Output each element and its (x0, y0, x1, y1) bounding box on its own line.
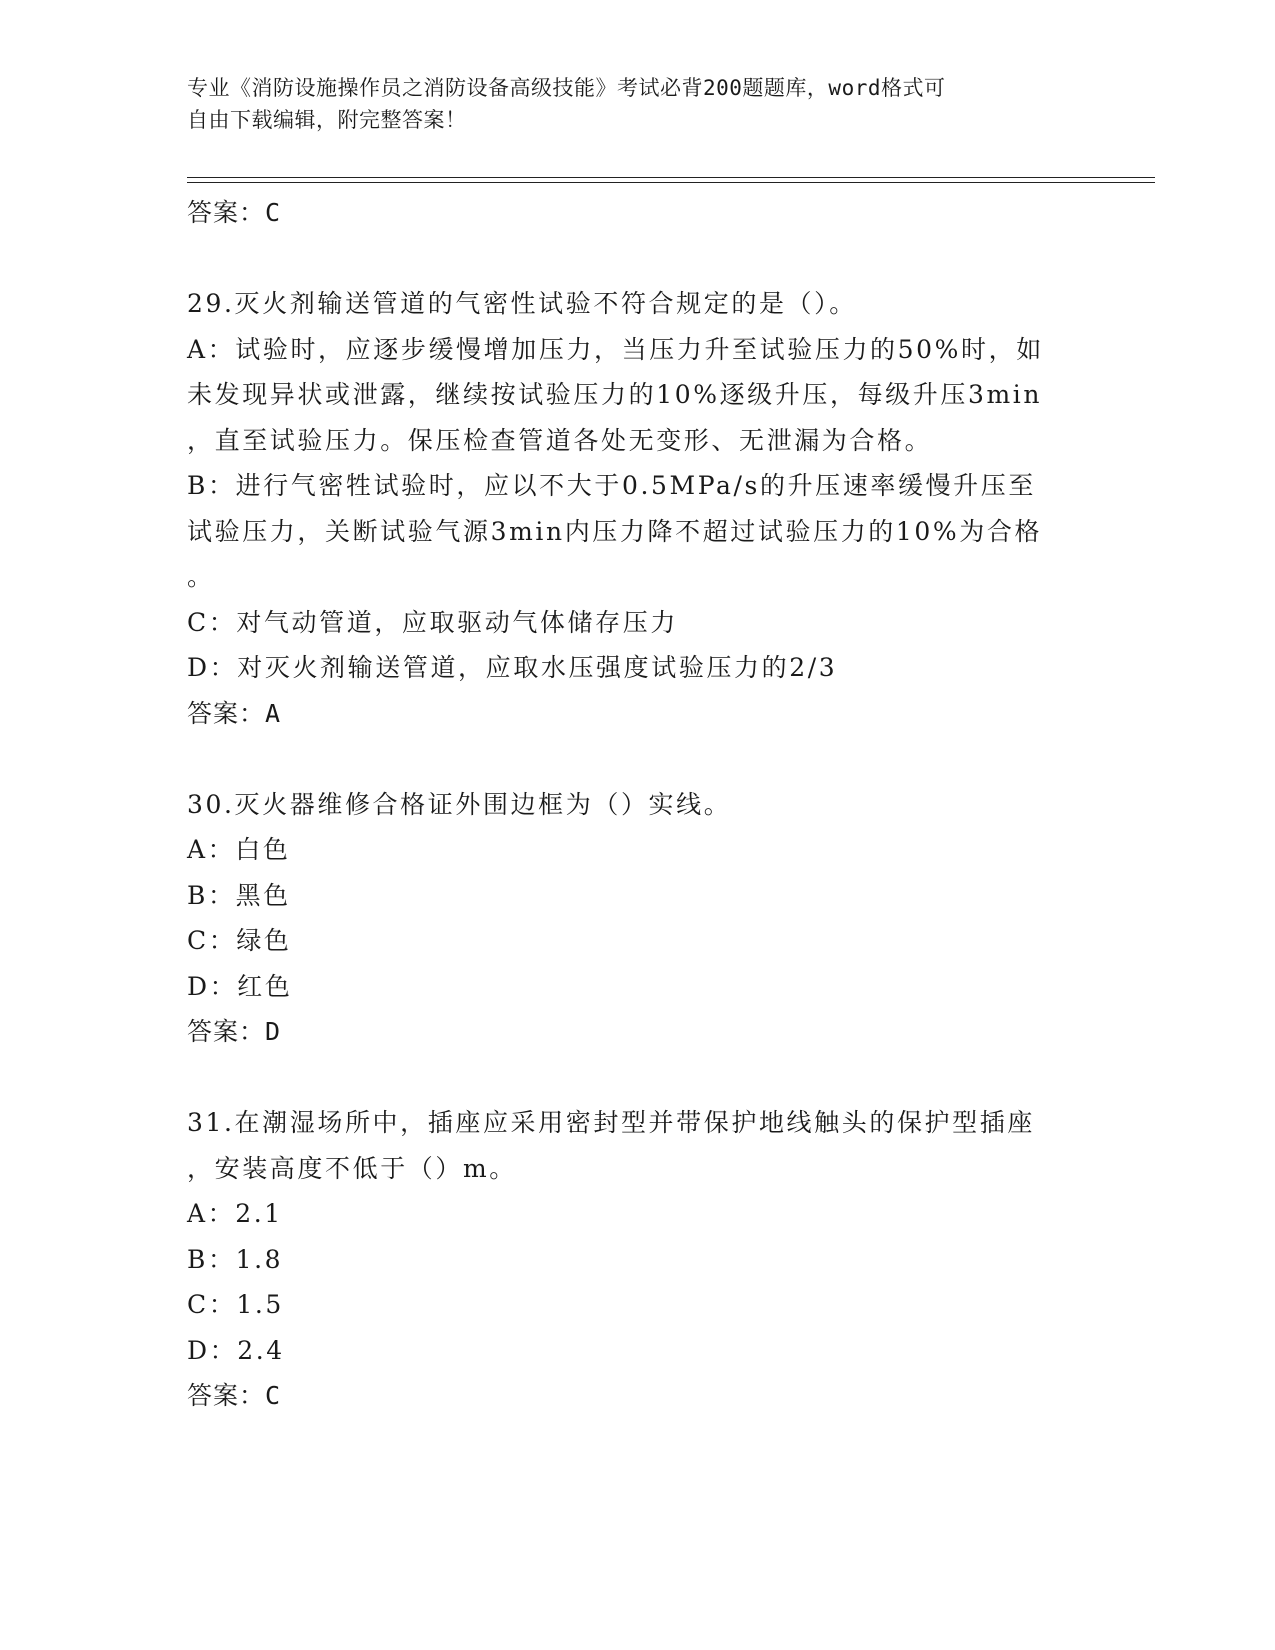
option-d: D：红色 (187, 971, 293, 1001)
option-a: A：2.1 (187, 1199, 283, 1228)
spacer (187, 236, 1087, 282)
question-list (187, 190, 1087, 1419)
option-a-line-3: ，直至试验压力。保压检查管道各处无变形、无泄漏为合格。 (187, 425, 933, 455)
option-d: D：2.4 (187, 1335, 285, 1365)
answer: 答案：C (187, 1381, 282, 1410)
question-stem-line-1: 31.在潮湿场所中，插座应采用密封型并带保护地线触头的保护型插座 (187, 1108, 1035, 1137)
option-a: A：白色 (187, 835, 291, 864)
option-b-line-1: B：进行气密牲试验时，应以不大于0.5MPa/s的升压速率缓慢升压至 (187, 471, 1036, 500)
header-divider-bottom (187, 182, 1155, 183)
question-stem: 29.灭火剂输送管道的气密性试验不符合规定的是（）。 (187, 289, 857, 318)
option-c: C：1.5 (187, 1290, 284, 1319)
question-29 (187, 281, 1087, 736)
header-divider-top (187, 177, 1155, 178)
header-line-1: 专业《消防设施操作员之消防设备高级技能》考试必背200题题库，word格式可 (187, 76, 946, 100)
option-a-line-2: 未发现异状或泄露，继续按试验压力的10%逐级升压，每级升压3min (187, 380, 1043, 409)
option-d: D：对灭火剂输送管道，应取水压强度试验压力的2/3 (187, 653, 838, 682)
option-b: B：黑色 (187, 880, 291, 910)
spacer (187, 1055, 1087, 1101)
previous-answer: 答案：C (187, 198, 282, 227)
spacer (187, 736, 1087, 782)
header-line-2: 自由下载编辑，附完整答案！ (187, 108, 467, 132)
question-30 (187, 782, 1087, 1055)
option-c: C：绿色 (187, 926, 292, 955)
option-a-line-1: A：试验时，应逐步缓慢增加压力，当压力升至试验压力的50%时，如 (187, 334, 1044, 364)
answer: 答案：D (187, 1017, 282, 1046)
answer: 答案：A (187, 698, 282, 728)
question-31 (187, 1100, 1087, 1419)
document-header (187, 72, 1067, 136)
question-stem-line-2: ，安装高度不低于（）m。 (187, 1153, 517, 1183)
option-c: C：对气动管道，应取驱动气体储存压力 (187, 607, 678, 637)
question-stem: 30.灭火器维修合格证外围边框为（）实线。 (187, 789, 732, 819)
option-b-line-3: 。 (187, 562, 215, 591)
option-b: B：1.8 (187, 1244, 284, 1274)
option-b-line-2: 试验压力，关断试验气源3min内压力降不超过试验压力的10%为合格 (187, 516, 1043, 546)
